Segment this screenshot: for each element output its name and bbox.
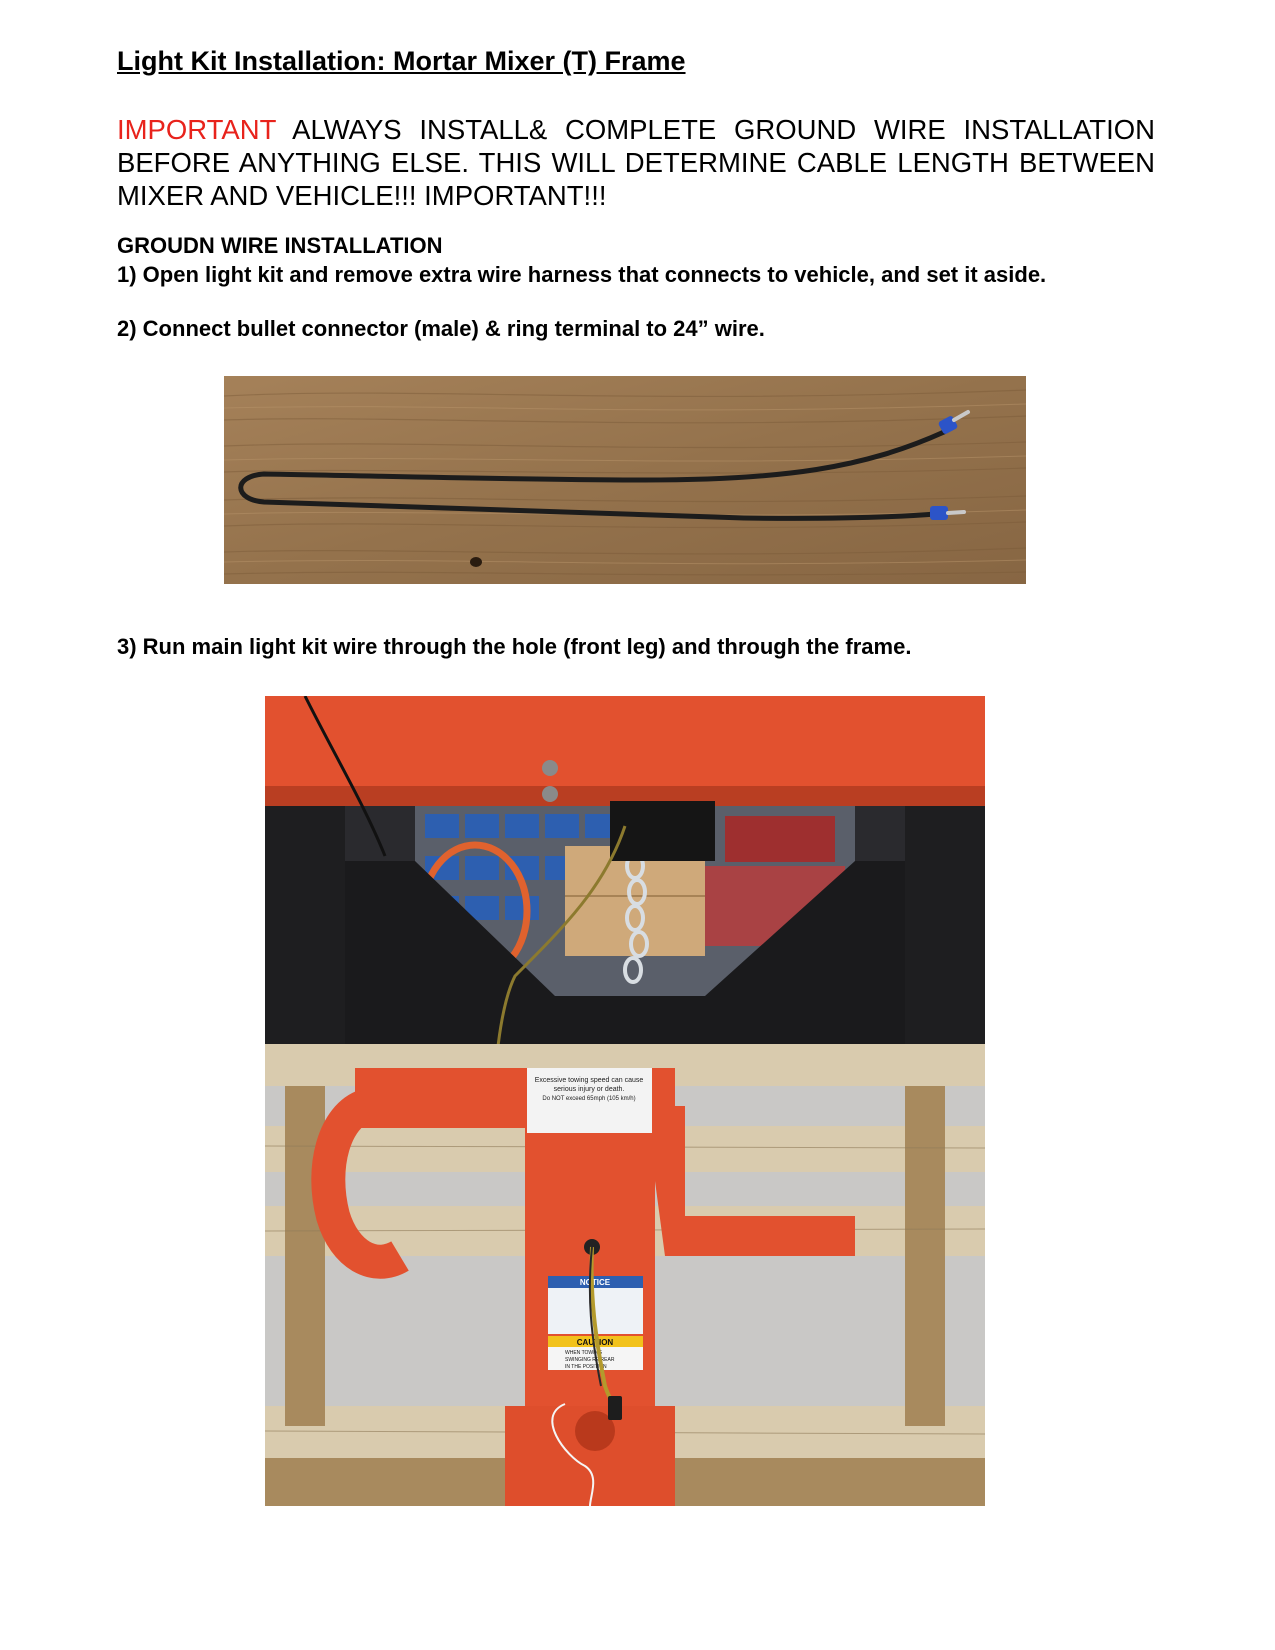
frame-routing-image — [265, 696, 985, 1506]
important-prefix: IMPORTANT — [117, 114, 276, 145]
page-title: Light Kit Installation: Mortar Mixer (T) Frame — [117, 46, 686, 76]
step-2: 2) Connect bullet connector (male) & ring terminal to 24” wire. — [117, 316, 765, 341]
ground-wire-image — [224, 376, 1026, 584]
ground-wire-photo — [224, 376, 1026, 584]
caution-label: CAUTION — [576, 1338, 614, 1347]
label-top-line-2: serious injury or death. — [553, 1086, 625, 1093]
important-body: ALWAYS INSTALL& COMPLETE GROUND WIRE INSTALLATION BEFORE ANYTHING ELSE. THIS WILL DETERMINE CABLE LENGTH BETWEEN MIXER AND VEHICLE!!! IMPORTANT!!! — [117, 114, 1155, 211]
step-3: 3) Run main light kit wire through the hole (front leg) and through the frame. — [117, 634, 912, 659]
caution-line-2: SWINGING RE REAR — [565, 1357, 615, 1363]
caution-line-3: IN THE POSITION — [565, 1364, 607, 1370]
important-notice — [117, 113, 1155, 212]
notice-label: NOTICE — [579, 1278, 611, 1287]
step-1: 1) Open light kit and remove extra wire harness that connects to vehicle, and set it aside. — [117, 262, 1047, 287]
caution-line-1: WHEN TOWING — [565, 1350, 603, 1356]
label-top-line-1: Excessive towing speed can cause — [534, 1077, 644, 1084]
label-top-line-3: Do NOT exceed 65mph (105 km/h) — [542, 1096, 636, 1102]
section-heading: GROUDN WIRE INSTALLATION — [117, 233, 443, 258]
frame-routing-photo — [265, 696, 985, 1506]
